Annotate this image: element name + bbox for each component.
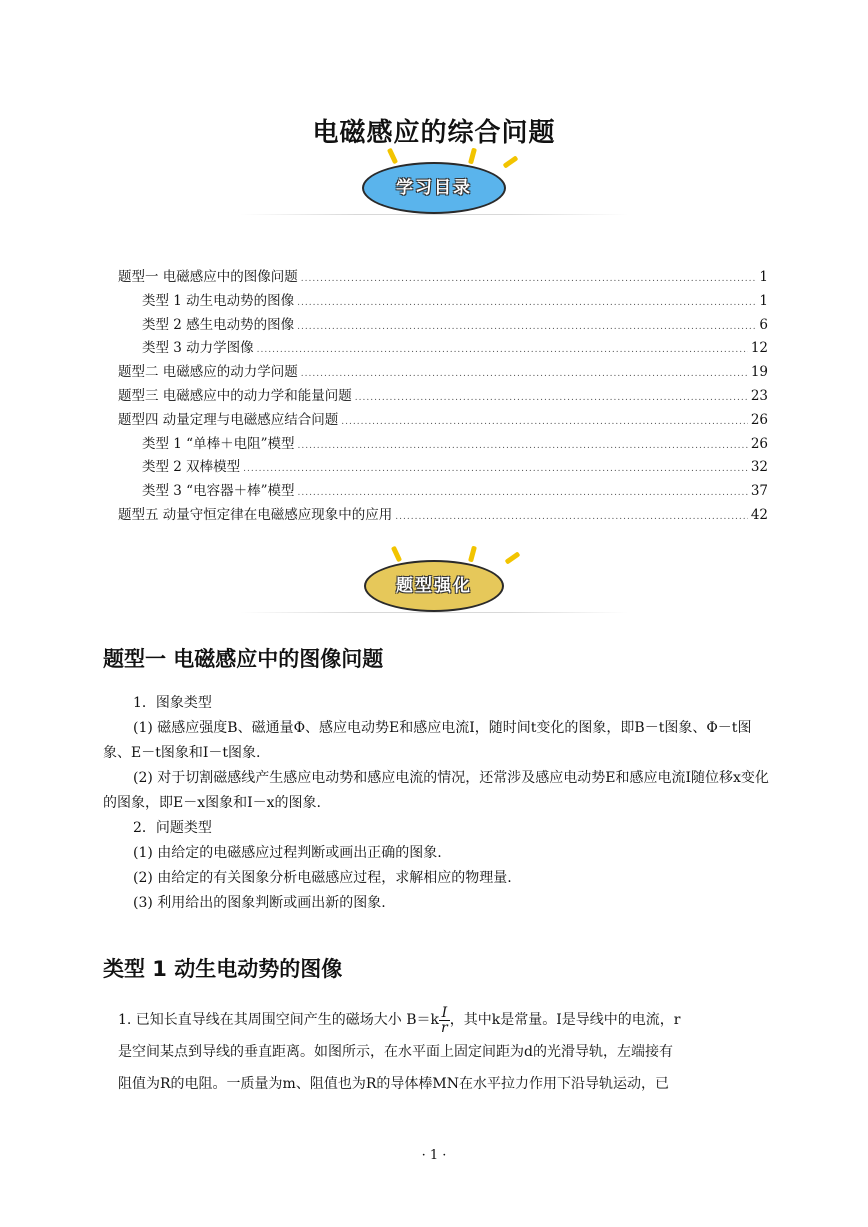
ray-decoration (468, 546, 477, 563)
ray-decoration (468, 148, 477, 165)
toc-entry-label: 类型 2 感生电动势的图像 (142, 316, 295, 333)
toc-leader-dots (297, 441, 747, 451)
toc-entry-page: 23 (750, 387, 768, 404)
toc-entry-label: 类型 2 双棒模型 (142, 459, 241, 476)
question-line (118, 1004, 770, 1036)
toc-entry-label: 题型三 电磁感应中的动力学和能量问题 (118, 387, 352, 404)
toc-leader-dots (297, 488, 747, 498)
reinforce-badge-area (0, 546, 868, 612)
toc-entry[interactable] (118, 503, 768, 527)
toc-entry-label: 题型四 动量定理与电磁感应结合问题 (118, 411, 339, 428)
fraction-denominator: r (441, 1019, 448, 1036)
ray-decoration (387, 148, 398, 165)
toc-entry[interactable] (118, 384, 768, 408)
ray-decoration (505, 551, 521, 564)
divider (240, 214, 628, 215)
toc-entry-label: 类型 1 动生电动势的图像 (142, 292, 295, 309)
toc-entry-page: 26 (750, 411, 768, 428)
toc-entry-page: 42 (750, 506, 768, 523)
toc-entry[interactable] (118, 336, 768, 360)
toc-entry-page: 12 (750, 340, 768, 357)
toc-entry[interactable] (118, 479, 768, 503)
toc-leader-dots (341, 417, 748, 427)
ray-decoration (391, 546, 402, 563)
toc-entry-page: 1 (759, 292, 768, 309)
question-line: 阻值为R的电阻。一质量为m、阻值也为R的导体棒MN在水平拉力作用下沿导轨运动，已 (118, 1076, 669, 1092)
question-line: 是空间某点到导线的垂直距离。如图所示，在水平面上固定间距为d的光滑导轨，左端接有 (118, 1044, 673, 1060)
toc-leader-dots (395, 512, 748, 522)
toc-entry-label: 题型一 电磁感应中的图像问题 (118, 269, 298, 285)
toc-entry-label: 类型 1 “单棒＋电阻”模型 (142, 435, 295, 452)
paragraph: (1) 由给定的电磁感应过程判断或画出正确的图象. (133, 845, 442, 861)
fraction (439, 1006, 450, 1035)
question-text: ，其中k是常量。I是导线中的电流，r (449, 1012, 681, 1028)
toc-leader-dots (297, 322, 756, 332)
page-number: · 1 · (421, 1148, 447, 1163)
section-body (103, 691, 771, 916)
contents-badge-area (0, 148, 868, 214)
toc-entry[interactable] (118, 313, 768, 337)
subsection-heading: 类型 1 动生电动势的图像 (103, 957, 343, 981)
paragraph: (1) 磁感应强度B、磁通量Φ、感应电动势E和感应电流I，随时间t变化的图象，即B－t图象、Φ－t图象、E－t图象和I－t图象. (103, 720, 752, 761)
reinforce-badge (364, 560, 504, 612)
toc-leader-dots (243, 464, 748, 474)
toc-entry-label: 类型 3 “电容器＋棒”模型 (142, 483, 295, 500)
paragraph: (3) 利用给出的图象判断或画出新的图象. (133, 895, 386, 911)
paragraph: 2．问题类型 (133, 820, 212, 836)
toc-leader-dots (355, 393, 748, 403)
toc-entry[interactable] (118, 455, 768, 479)
contents-badge-label: 学习目录 (396, 178, 472, 198)
toc-leader-dots (257, 345, 748, 355)
fraction-numerator: I (439, 1006, 450, 1021)
toc-entry-label: 题型二 电磁感应的动力学问题 (118, 364, 298, 381)
reinforce-badge-label: 题型强化 (396, 576, 472, 596)
toc-entry-page: 37 (750, 483, 768, 500)
toc-entry-label: 题型五 动量守恒定律在电磁感应现象中的应用 (118, 506, 393, 523)
toc-leader-dots (301, 369, 748, 379)
table-of-contents (118, 265, 768, 527)
toc-entry-label: 类型 3 动力学图像 (142, 340, 254, 357)
toc-entry-page: 6 (759, 316, 768, 333)
toc-leader-dots (301, 274, 757, 284)
toc-entry-page: 19 (750, 364, 768, 381)
toc-leader-dots (297, 298, 756, 308)
question-text: 1. 已知长直导线在其周围空间产生的磁场大小 B＝k (118, 1012, 440, 1028)
divider (240, 612, 628, 613)
toc-entry-page: 32 (750, 459, 768, 476)
question-1 (118, 1004, 770, 1100)
toc-entry[interactable] (118, 289, 768, 313)
paragraph: (2) 对于切割磁感线产生感应电动势和感应电流的情况，还常涉及感应电动势E和感应电流I随位移x变化的图象，即E－x图象和I－x的图象. (103, 770, 769, 811)
document-title: 电磁感应的综合问题 (312, 118, 556, 148)
contents-badge (362, 162, 506, 214)
paragraph: 1．图象类型 (133, 695, 212, 711)
toc-entry[interactable] (118, 408, 768, 432)
toc-entry-page: 26 (750, 435, 768, 452)
ray-decoration (503, 155, 519, 168)
toc-entry[interactable] (118, 432, 768, 456)
toc-entry[interactable] (118, 360, 768, 384)
toc-entry-page: 1 (759, 269, 768, 285)
section-heading: 题型一 电磁感应中的图像问题 (103, 647, 384, 671)
toc-entry[interactable] (118, 265, 768, 289)
paragraph: (2) 由给定的有关图象分析电磁感应过程，求解相应的物理量. (133, 870, 512, 886)
